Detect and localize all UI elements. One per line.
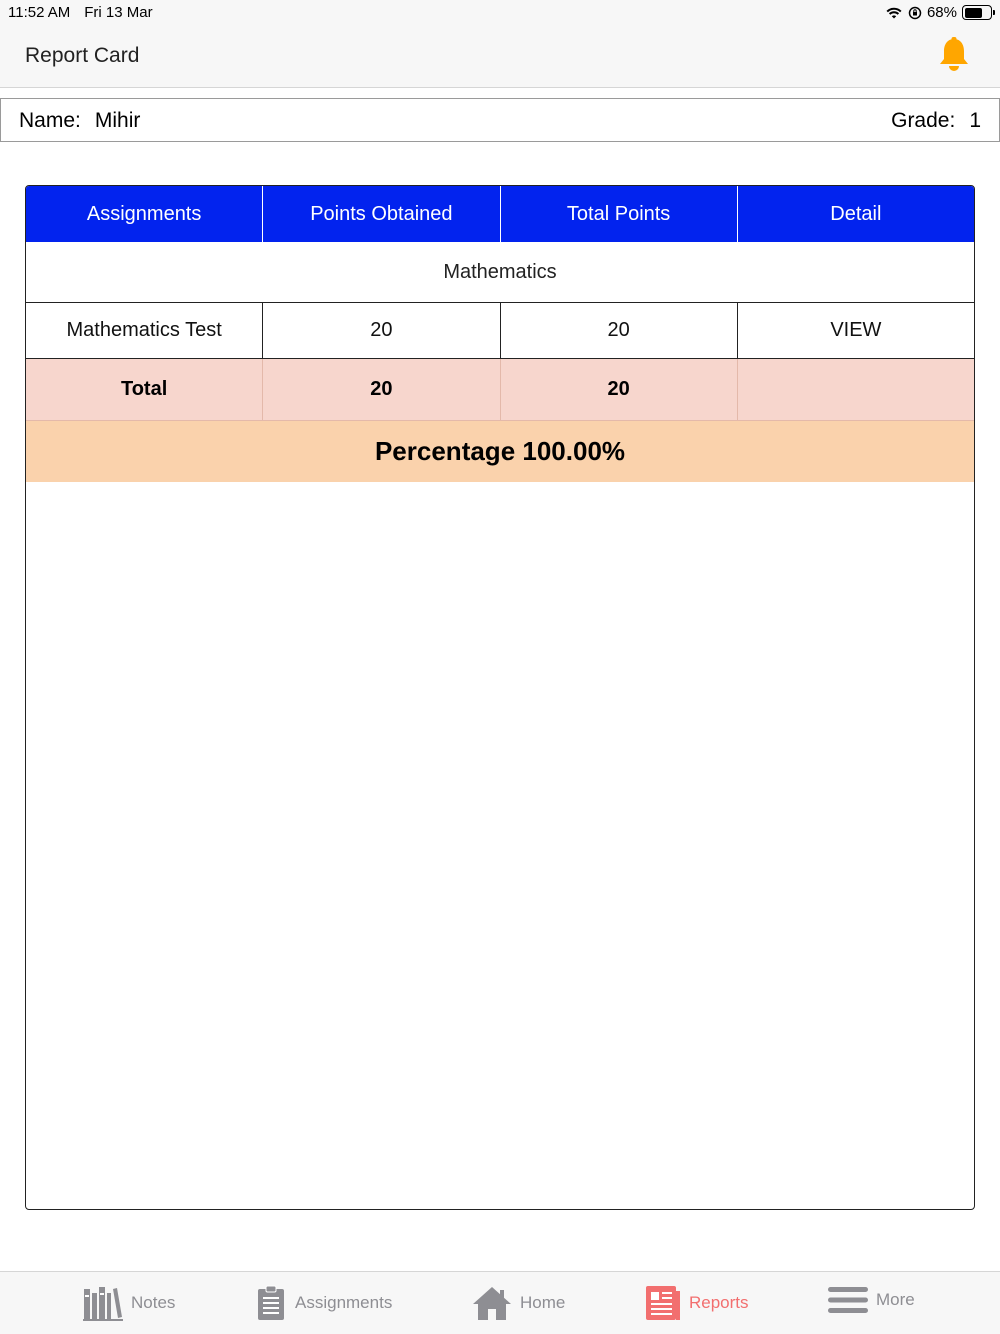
tab-assignments-label: Assignments	[295, 1293, 393, 1312]
grade-label: Grade:	[891, 109, 956, 132]
table-row	[26, 303, 974, 359]
tab-notes[interactable]	[83, 1285, 175, 1321]
home-icon	[472, 1285, 512, 1321]
subject-row	[26, 242, 974, 303]
tab-more[interactable]	[828, 1285, 915, 1315]
total-detail-empty	[738, 359, 974, 420]
tab-reports-label: Reports	[689, 1293, 749, 1312]
header-detail: Detail	[830, 202, 882, 225]
student-name: Mihir	[94, 109, 141, 132]
clipboard-icon	[257, 1285, 287, 1321]
tab-reports[interactable]	[645, 1285, 749, 1321]
header-points-obtained: Points Obtained	[263, 186, 500, 242]
percentage-row	[26, 421, 974, 482]
student-grade: 1	[969, 109, 981, 132]
header-assignments: Assignments	[26, 186, 263, 242]
report-table	[25, 185, 975, 1210]
wifi-icon	[885, 6, 903, 20]
student-info	[0, 98, 1000, 142]
total-total-points: 20	[501, 359, 738, 420]
tab-home[interactable]	[472, 1285, 565, 1321]
total-label: Total	[26, 359, 263, 420]
bell-icon[interactable]	[936, 36, 972, 74]
total-points: 20	[501, 303, 738, 358]
tab-bar	[0, 1271, 1000, 1334]
menu-icon	[828, 1285, 868, 1315]
rotation-lock-icon	[908, 6, 922, 20]
nav-bar	[0, 26, 1000, 88]
percentage-text: Percentage 100.00%	[374, 436, 626, 466]
battery-percent: 68%	[926, 4, 957, 21]
status-bar	[0, 0, 1000, 26]
total-points-obtained: 20	[263, 359, 500, 420]
name-label: Name:	[19, 109, 81, 132]
page-title: Report Card	[25, 44, 140, 67]
tab-notes-label: Notes	[131, 1293, 176, 1312]
battery-icon	[962, 5, 992, 20]
tab-home-label: Home	[520, 1293, 566, 1312]
points-obtained: 20	[263, 303, 500, 358]
battery-level	[965, 8, 982, 18]
status-time: 11:52 AM	[8, 4, 71, 21]
subject-name: Mathematics	[443, 260, 557, 283]
tab-assignments[interactable]	[257, 1285, 392, 1321]
view-detail-link[interactable]: VIEW	[830, 319, 882, 341]
assignment-name: Mathematics Test	[26, 303, 263, 358]
total-row	[26, 359, 974, 421]
tab-more-label: More	[876, 1290, 915, 1309]
status-date: Fri 13 Mar	[84, 4, 153, 21]
table-header	[26, 186, 974, 242]
books-icon	[83, 1285, 123, 1321]
header-total-points: Total Points	[501, 186, 738, 242]
report-icon	[645, 1285, 681, 1321]
